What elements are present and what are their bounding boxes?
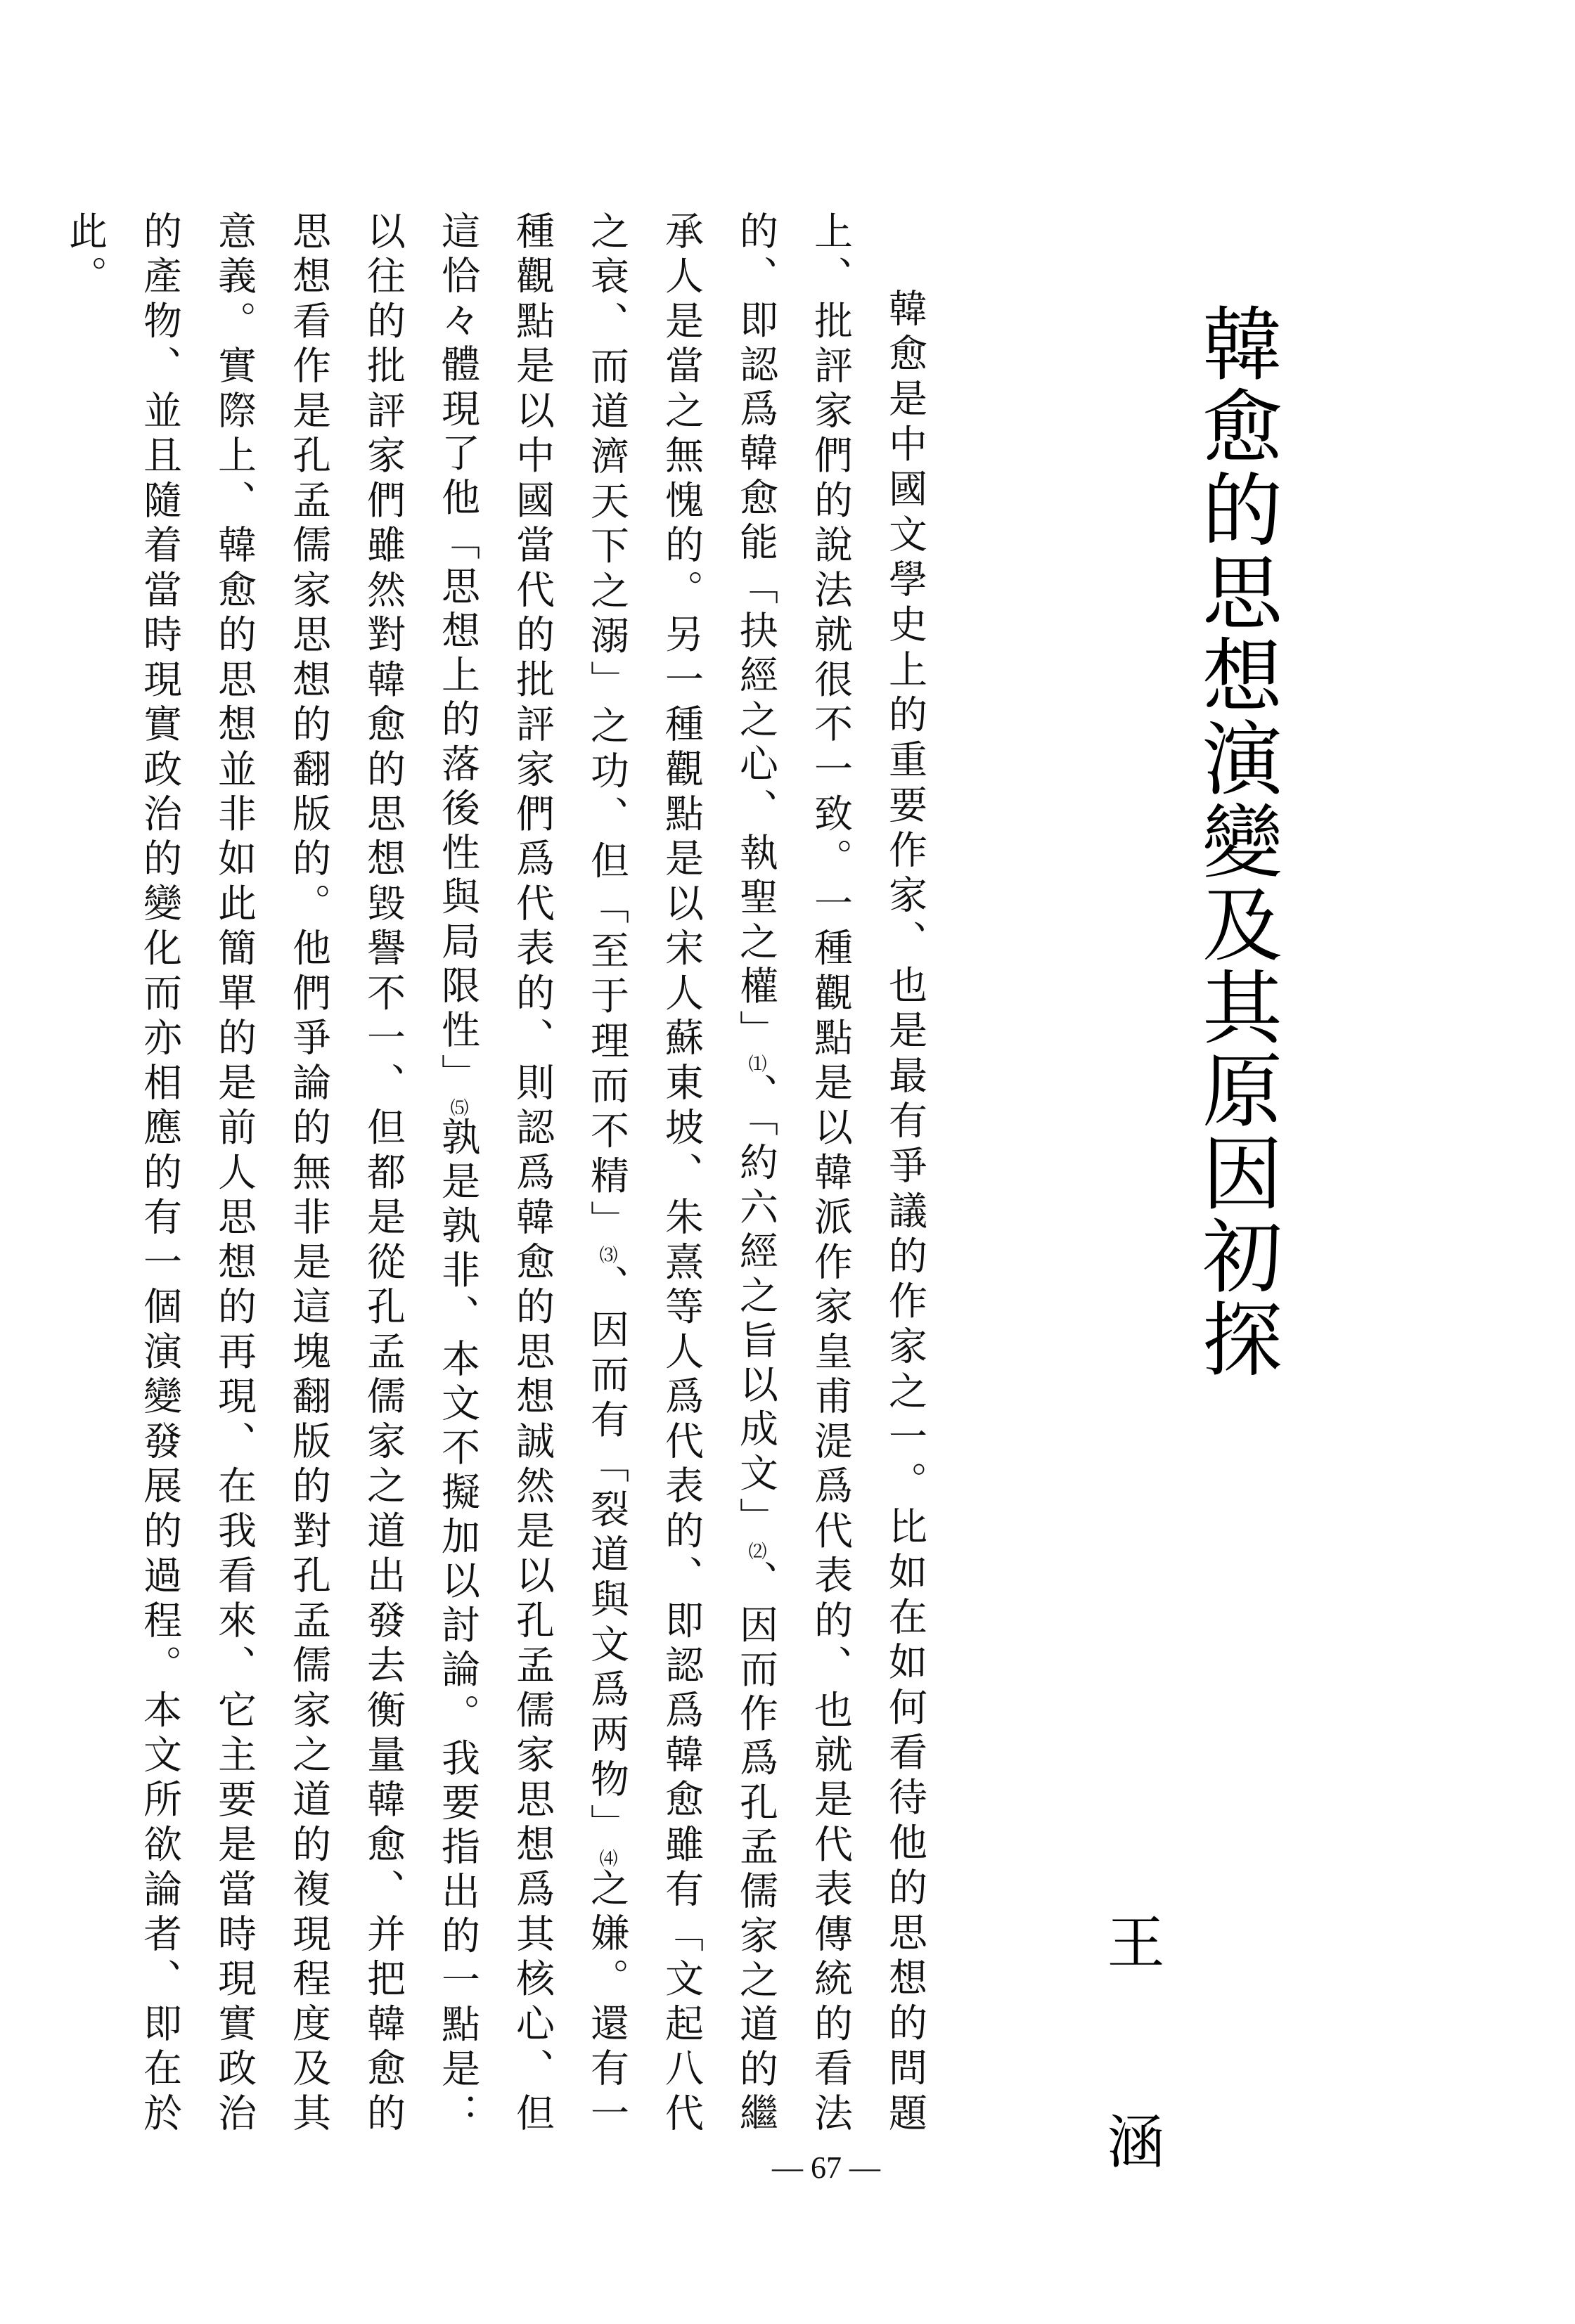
article-body <box>63 211 942 2138</box>
page-number: — 67 — <box>772 2150 880 2185</box>
article-title: 韓愈的思想演變及其原因初探 <box>1189 302 1282 1381</box>
footnote-marker-1: ⑴ <box>745 1054 766 1073</box>
body-text-segment: 之嫌。還有一種觀點是以中國當代的批評家們爲代表的、則認爲韓愈的思想誠然是以孔孟儒家思想爲其核心、但這恰々體現了他「思想上的落後性與局限性」 <box>435 211 629 2138</box>
body-text-segment: 、因而作爲孔孟儒家之道的繼承人是當之無愧的。另一種觀點是以宋人蘇東坡、朱熹等人爲代表的、即認爲韓愈雖有「文起八代之衰、而道濟天下之溺」之功、但「至于理而不精」 <box>584 211 778 2138</box>
body-text-segment: 、「約六經之旨以成文」 <box>733 1072 778 1542</box>
author-name: 王 涵 <box>1098 1912 1164 2212</box>
body-text-segment: 、因而有「裂道與文爲两物」 <box>584 1264 629 1849</box>
footnote-marker-3: ⑶ <box>596 1245 617 1265</box>
body-text-segment: 孰是孰非、本文不擬加以討論。我要指出的一點是：以往的批評家們雖然對韓愈的思想毀譽不一、但都是從孔孟儒家之道出發去衡量韓愈、并把韓愈的思想看作是孔孟儒家思想的翻版的。他們爭論的無非是這塊翻版的對孔孟儒家之道的複現程度及其意義。實際上、韓愈的思想並非如此簡單的是前人思想的再現、在我看來、它主要是當時現實政治的產物、並且隨着當時現實政治的變化而亦相應的有一個演變發展的過程。本文所欲論者、即在於此。 <box>63 211 480 2138</box>
body-paragraph <box>48 211 942 2137</box>
footnote-marker-5: ⑸ <box>447 1098 468 1117</box>
body-text-segment: 韓愈是中國文學史上的重要作家、也是最有爭議的作家之一。比如在如何看待他的思想的問題上、批評家們的說法就很不一致。一種觀點是以韓派作家皇甫湜爲代表的、也就是代表傳統的看法的、即認爲韓愈能「抉經之心、執聖之權」 <box>733 211 927 2137</box>
footnote-marker-2: ⑵ <box>745 1542 766 1561</box>
footnote-marker-4: ⑷ <box>596 1849 617 1868</box>
